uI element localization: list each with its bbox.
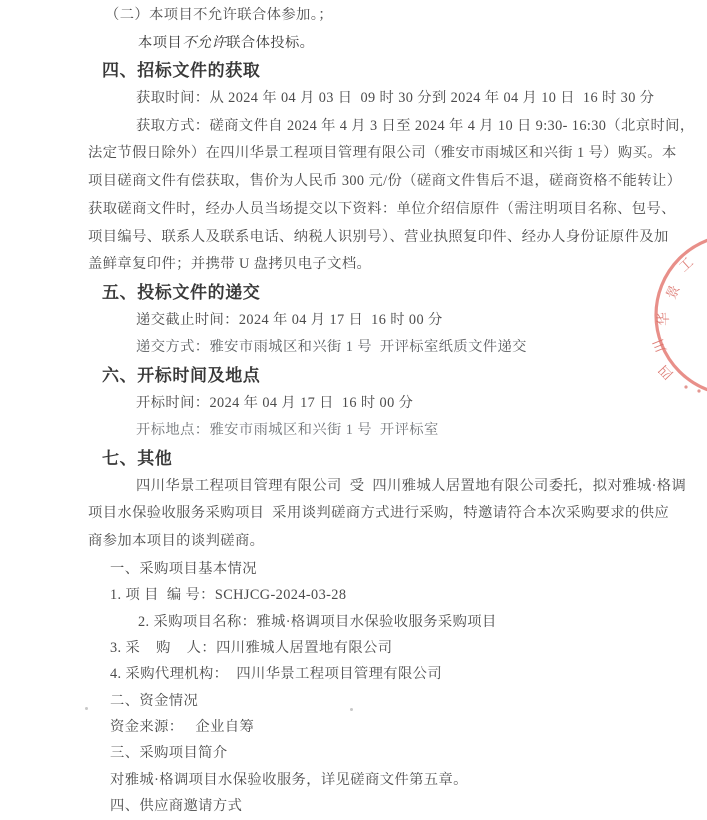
section-heading-7: 七、其他 [102,449,173,468]
text-run: 本项目 [138,34,183,51]
other-para-3: 商参加本项目的谈判磋商。 [88,533,265,550]
other-para-1: 四川华景工程项目管理有限公司 受 四川雅城人居置地有限公司委托，拟对雅城·格调 [136,477,687,494]
text-run: 联合体投标。 [226,34,315,51]
document-body [88,2,707,820]
sub-heading-2: 二、资金情况 [110,692,199,709]
seal-character: 川 [650,336,670,355]
seal-character: 工 [675,254,697,275]
acquisition-time: 获取时间：从 2024 年 04 月 03 日 09 时 30 分到 2024 年 04 月 10 日 16 时 30 分 [136,90,655,107]
sub-heading-1: 一、采购项目基本情况 [110,560,257,577]
acquisition-method-5: 项目编号、联系人及联系电话、纳税人识别号）、营业执照复印件、经办人身份证原件及加 [88,228,669,245]
project-brief: 对雅城·格调项目水保验收服务，详见磋商文件第五章。 [110,771,468,788]
purchaser: 3. 采 购 人：四川雅城人居置地有限公司 [110,639,393,656]
procurement-agency: 4. 采购代理机构： 四川华景工程项目管理有限公司 [110,666,443,683]
other-para-2: 项目水保验收服务采购项目 采用谈判磋商方式进行采购，特邀请符合本次采购要求的供应 [88,505,670,522]
bid-opening-time: 开标时间：2024 年 04 月 17 日 16 时 00 分 [136,394,414,411]
clause-no-consortium: （二）本项目不允许联合体参加。； [105,7,333,23]
acquisition-method-6: 盖鲜章复印件；并携带 U 盘拷贝电子文档。 [88,256,372,273]
scan-speck [350,708,353,711]
acquisition-method-3: 项目磋商文件有偿获取，售价为人民币 300 元/份（磋商文件售后不退，磋商资格不能转让） [88,173,682,190]
submission-method: 递交方式：雅安市雨城区和兴街 1 号 开评标室纸质文件递交 [136,339,527,356]
seal-character: 景 [663,282,683,302]
section-heading-5: 五、投标文件的递交 [102,282,261,302]
scan-speck [85,707,88,710]
clause-no-consortium-bid [138,30,707,58]
acquisition-method-4: 获取磋商文件时，经办人员当场提交以下资料：单位介绍信原件（需注明项目名称、包号、 [88,200,676,217]
sub-heading-4: 四、供应商邀请方式 [110,798,243,815]
project-name: 2. 采购项目名称：雅城·格调项目水保验收服务采购项目 [138,613,497,630]
section-heading-4: 四、招标文件的获取 [102,61,261,81]
acquisition-method-2: 法定节假日除外）在四川华景工程项目管理有限公司（雅安市雨城区和兴街 1 号）购买。本 [88,145,677,162]
seal-character: 华 [656,312,671,326]
project-number: 1. 项 目 编 号：SCHJCG-2024-03-28 [110,587,347,604]
section-heading-6: 六、开标时间及地点 [102,365,261,385]
bid-opening-place: 开标地点：雅安市雨城区和兴街 1 号 开评标室 [136,422,439,439]
submission-deadline: 递交截止时间：2024 年 04 月 17 日 16 时 00 分 [136,311,443,328]
text-run: 不允许 [182,34,227,51]
funding-source: 资金来源： 企业自筹 [110,719,255,736]
seal-character: 四 [655,362,676,383]
acquisition-method-1: 获取方式：磋商文件自 2024 年 4 月 3 日至 2024 年 4 月 10 日 9:30- 16:30（北京时间， [136,117,695,134]
sub-heading-3: 三、采购项目简介 [110,745,228,762]
